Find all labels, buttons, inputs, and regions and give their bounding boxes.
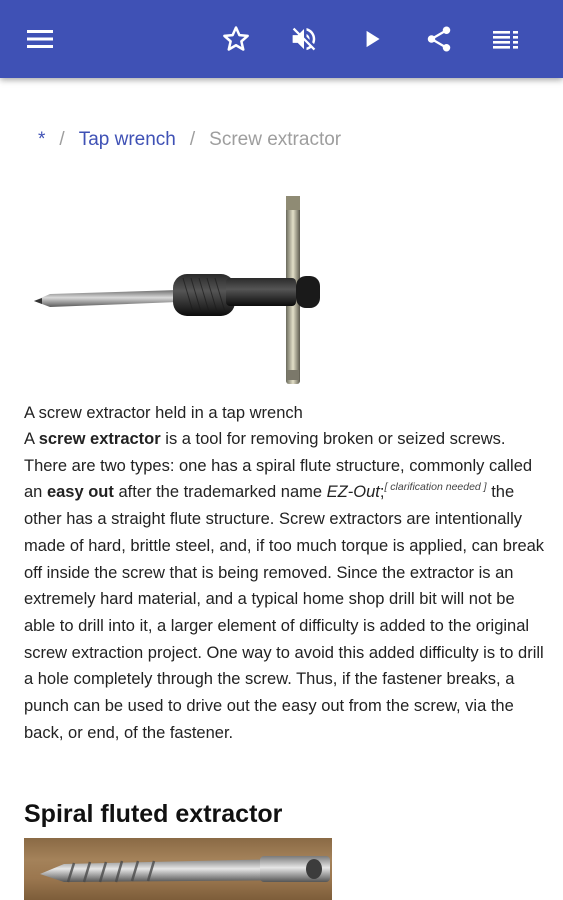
- play-button[interactable]: [352, 19, 392, 59]
- share-icon: [424, 24, 454, 54]
- article-intro-paragraph: [24, 426, 546, 746]
- breadcrumb-current: Screw extractor: [209, 129, 342, 150]
- section-heading: Spiral fluted extractor: [24, 800, 283, 828]
- term-screw-extractor: screw extractor: [38, 430, 161, 448]
- mute-button[interactable]: [284, 19, 324, 59]
- volume-off-icon: [289, 24, 319, 54]
- trademark-name: EZ-Out: [326, 483, 380, 502]
- play-icon: [359, 26, 385, 52]
- intro-text: ;: [379, 483, 385, 502]
- spiral-extractor-image[interactable]: [24, 838, 332, 900]
- screw-extractor-image[interactable]: [28, 188, 328, 388]
- breadcrumb-separator: /: [59, 129, 65, 150]
- star-outline-icon: [221, 24, 251, 54]
- breadcrumb-parent-link[interactable]: Tap wrench: [78, 129, 176, 150]
- intro-text: A: [24, 430, 39, 448]
- contents-button[interactable]: [486, 19, 526, 59]
- intro-text: is a tool for removing broken or seized screws. There are two types: one has a spiral flute structure, commonly called an: [24, 430, 533, 502]
- article-content: [0, 78, 563, 900]
- breadcrumb-separator: /: [189, 129, 196, 150]
- intro-text: the other has a straight flute structure. Screw extractors are intentionally made of hard, brittle steel, and, if too much torque is applied, can break off inside the screw that is being removed. Since the extractor is an extremely hard material, and a typical home shop drill bit will not be able to drill into it, a larger element of difficulty is added to the original screw extraction project. One way to avoid this added difficulty is to drill a hole completely through the screw. Thus, if the fastener breaks, a punch can be used to drive out the easy out from the screw, via the back, or end, of the fastener.: [24, 483, 545, 742]
- breadcrumb-root-link[interactable]: *: [38, 129, 46, 150]
- image-caption: A screw extractor held in a tap wrench: [24, 404, 303, 422]
- favorite-button[interactable]: [216, 19, 256, 59]
- term-easy-out: easy out: [46, 483, 114, 502]
- breadcrumb: [38, 128, 341, 152]
- playlist-icon: [492, 28, 520, 50]
- menu-icon: [26, 28, 54, 50]
- clarification-needed-note[interactable]: [ clarification needed ]: [384, 481, 487, 494]
- menu-button[interactable]: [20, 19, 60, 59]
- share-button[interactable]: [419, 19, 459, 59]
- intro-text: after the trademarked name: [113, 483, 327, 502]
- app-bar: [0, 0, 563, 78]
